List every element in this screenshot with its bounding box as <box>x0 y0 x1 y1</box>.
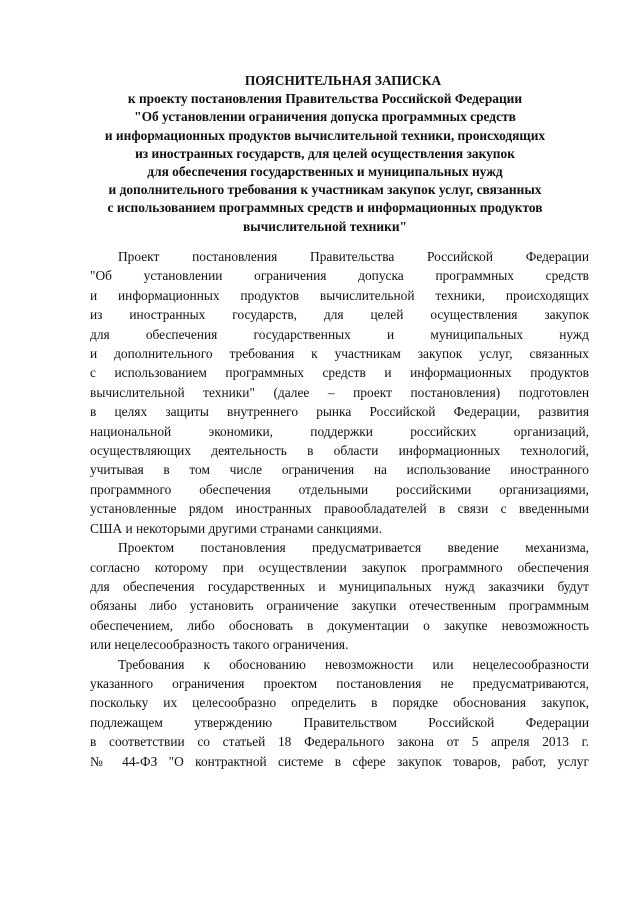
heading-line: "Об установлении ограничения допуска программных средств <box>134 109 516 125</box>
text-line: "Об установлении ограничения допуска программных средств <box>90 268 589 284</box>
text-line: Требования к обоснованию невозможности или нецелесообразности <box>118 656 589 672</box>
heading-line: к проекту постановления Правительства Российской Федерации <box>127 91 523 107</box>
document-title: ПОЯСНИТЕЛЬНАЯ ЗАПИСКА <box>244 73 442 88</box>
text-line: Проект постановления Правительства Российской Федерации <box>118 249 589 264</box>
text-line: в целях защиты внутреннего рынка Российской Федерации, развития <box>90 404 589 420</box>
heading-line: и дополнительного требования к участникам закупок услуг, связанных <box>108 182 542 198</box>
text-line: подлежащем утверждению Правительством Российской Федерации <box>90 714 589 730</box>
document-body <box>90 247 589 771</box>
text-line: США и некоторыми другими странами санкциями. <box>90 520 383 536</box>
text-line: для обеспечения государственных и муниципальных нужд <box>90 326 589 342</box>
text-line: национальной экономики, поддержки российских организаций, <box>90 423 589 439</box>
text-line: или нецелесообразность такого ограничения. <box>90 637 349 653</box>
text-line: поскольку их целесообразно определить в порядке обоснования закупок, <box>90 695 589 711</box>
heading-line: и информационных продуктов вычислительной техники, происходящих <box>104 127 546 143</box>
text-line: из иностранных государств, для целей осуществления закупок <box>90 307 589 323</box>
text-line: Проектом постановления предусматривается введение механизма, <box>118 540 589 556</box>
text-line: учитывая в том числе ограничения на использование иностранного <box>90 462 589 478</box>
text-line: и дополнительного требования к участникам закупок услуг, связанных <box>90 346 589 362</box>
text-line: и информационных продуктов вычислительной техники, происходящих <box>90 287 589 303</box>
text-line: осуществляющих деятельность в области информационных технологий, <box>90 443 589 459</box>
text-line: № 44-ФЗ "О контрактной системе в сфере закупок товаров, работ, услуг <box>90 753 589 769</box>
heading-line: для обеспечения государственных и муниципальных нужд <box>147 164 503 180</box>
paragraph-3 <box>90 655 589 771</box>
text-line: установленные рядом иностранных правообладателей в связи с введенными <box>90 501 589 517</box>
heading-line: из иностранных государств, для целей осуществления закупок <box>135 145 515 161</box>
text-line: в соответствии со статьей 18 Федерального закона от 5 апреля 2013 г. <box>90 734 589 750</box>
text-line: обеспечением, либо обосновать в документации о закупке невозможность <box>90 617 589 633</box>
text-line: для обеспечения государственных и муниципальных нужд заказчики будут <box>90 578 589 594</box>
document-heading <box>60 72 590 236</box>
heading-line: с использованием программных средств и информационных продуктов <box>107 200 543 216</box>
text-line: вычислительной техники" (далее – проект постановления) подготовлен <box>90 384 589 400</box>
text-line: с использованием программных средств и информационных продуктов <box>90 365 589 381</box>
paragraph-1 <box>90 247 589 538</box>
text-line: обязаны либо установить ограничение закупки отечественным программным <box>90 598 589 614</box>
text-line: программного обеспечения отдельными российскими организациями, <box>90 481 589 497</box>
text-line: согласно которому при осуществлении закупок программного обеспечения <box>90 559 589 575</box>
text-line: указанного ограничения проектом постановления не предусматриваются, <box>90 675 589 691</box>
paragraph-2 <box>90 538 589 654</box>
heading-line: вычислительной техники" <box>243 218 407 234</box>
